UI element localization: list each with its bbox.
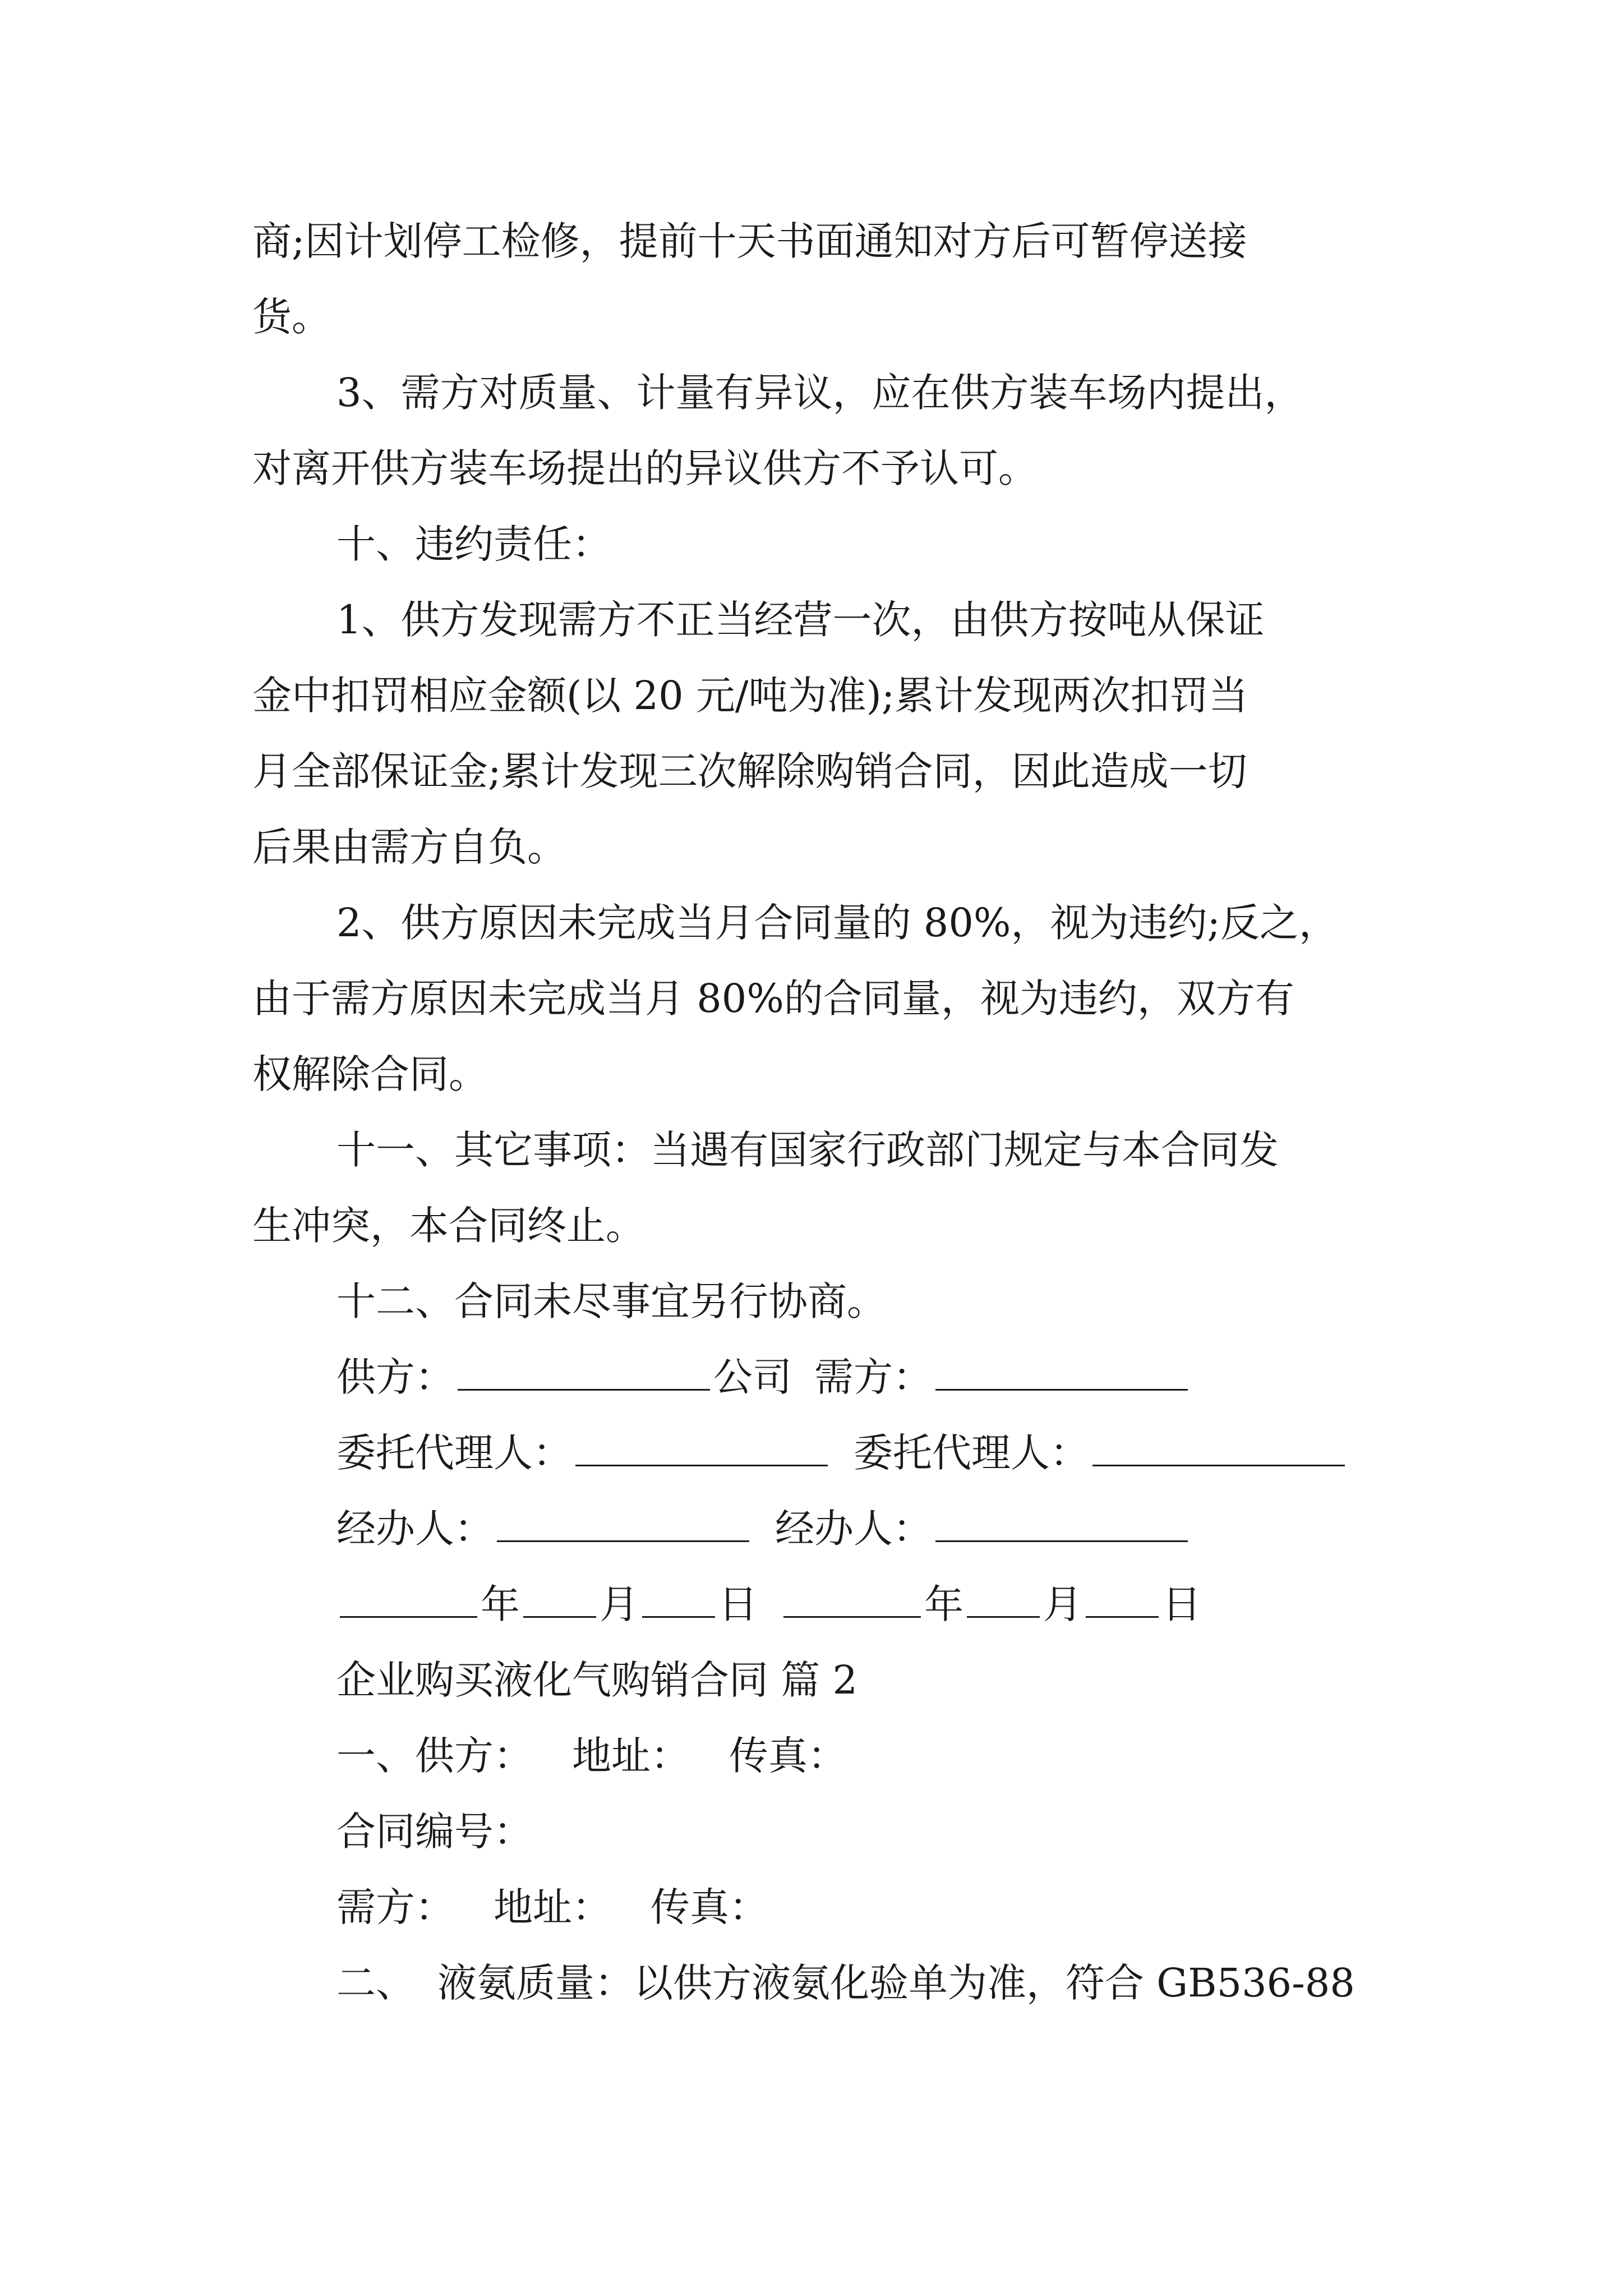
year-blank (340, 1582, 477, 1618)
buyer-name-blank (935, 1355, 1188, 1391)
clause-number: 二、 (336, 1960, 415, 2006)
paragraph-line: 对离开供方装车场提出的异议供方不予认可。 (252, 445, 1038, 491)
paragraph-line: 金中扣罚相应金额(以 20 元/吨为准);累计发现两次扣罚当 (252, 673, 1248, 719)
section2-buyer-row (336, 1879, 768, 1935)
paragraph-line: 后果由需方自负。 (252, 824, 566, 870)
signature-row-agents (336, 1425, 1348, 1481)
address-label: 地址： (572, 1733, 690, 1779)
signature-row-dates (336, 1576, 1201, 1632)
paragraph-line: 十一、其它事项：当遇有国家行政部门规定与本合同发 (336, 1127, 1279, 1173)
paragraph-line: 月全部保证金;累计发现三次解除购销合同，因此造成一切 (252, 748, 1247, 794)
fax-label: 传真： (651, 1884, 768, 1930)
paragraph-line: 权解除合同。 (252, 1051, 488, 1097)
handler-blank (497, 1507, 749, 1542)
paragraph-line: 3、需方对质量、计量有异议，应在供方装车场内提出， (336, 370, 1304, 416)
month-blank (523, 1582, 596, 1618)
day-label: 日 (1162, 1581, 1201, 1627)
buyer-label: 需方： (814, 1354, 932, 1400)
quality-text: 液氨质量：以供方液氨化验单为准，符合 GB536-88 (437, 1960, 1355, 2006)
handler-blank (935, 1507, 1188, 1542)
company-suffix: 公司 (713, 1354, 792, 1400)
day-label: 日 (718, 1581, 758, 1627)
section2-title: 企业购买液化气购销合同 篇 2 (336, 1657, 858, 1703)
paragraph-line: 货。 (252, 294, 331, 340)
signature-row-parties (336, 1349, 1191, 1405)
day-blank (1086, 1582, 1159, 1618)
buyer-label: 需方： (336, 1884, 454, 1930)
signature-row-handlers (336, 1501, 1191, 1557)
paragraph-line: 商;因计划停工检修，提前十天书面通知对方后可暂停送接 (252, 218, 1247, 264)
paragraph-line: 生冲突，本合同终止。 (252, 1203, 645, 1249)
agent-blank (575, 1431, 828, 1466)
paragraph-line: 由于需方原因未完成当月 80%的合同量，视为违约，双方有 (252, 976, 1294, 1022)
paragraph-line: 2、供方原因未完成当月合同量的 80%，视为违约;反之， (336, 900, 1338, 946)
year-label: 年 (481, 1581, 520, 1627)
supplier-label: 一、供方： (336, 1733, 533, 1779)
section2-supplier-row (336, 1728, 847, 1784)
contract-number-label: 合同编号： (336, 1809, 533, 1855)
agent-label: 委托代理人： (336, 1430, 572, 1476)
paragraph-line: 1、供方发现需方不正当经营一次，由供方按吨从保证 (336, 597, 1265, 643)
quality-clause (336, 1955, 1355, 2011)
agent-label: 委托代理人： (854, 1430, 1089, 1476)
month-label: 月 (600, 1581, 639, 1627)
handler-label: 经办人： (336, 1506, 494, 1552)
fax-label: 传真： (729, 1733, 847, 1779)
section-heading: 十、违约责任： (336, 521, 611, 567)
supplier-label: 供方： (336, 1354, 454, 1400)
paragraph-line: 十二、合同未尽事宜另行协商。 (336, 1278, 886, 1324)
month-label: 月 (1043, 1581, 1082, 1627)
address-label: 地址： (494, 1884, 611, 1930)
handler-label: 经办人： (775, 1506, 932, 1552)
month-blank (967, 1582, 1040, 1618)
day-blank (642, 1582, 715, 1618)
agent-blank (1092, 1431, 1345, 1466)
supplier-name-blank (458, 1355, 710, 1391)
year-blank (783, 1582, 921, 1618)
year-label: 年 (924, 1581, 963, 1627)
